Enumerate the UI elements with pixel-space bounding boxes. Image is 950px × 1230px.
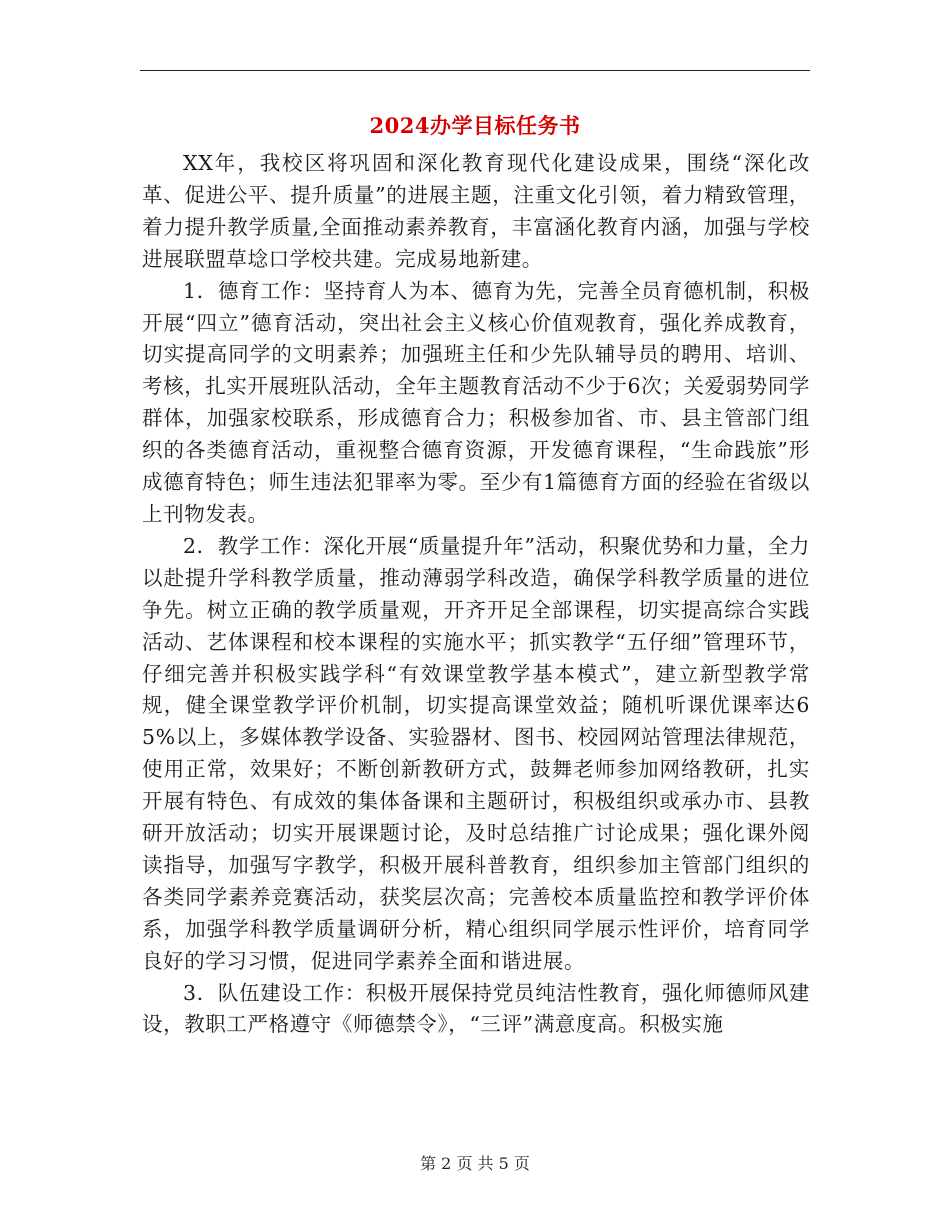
paragraph-intro: XX年，我校区将巩固和深化教育现代化建设成果，围绕“深化改革、促进公平、提升质量”的进展主题，注重文化引领，着力精致管理，着力提升教学质量,全面推动素养教育，丰富涵化教育内涵，加强与学校进展联盟草埝口学校共建。完成易地新建。 (142, 151, 810, 271)
paragraph-moral-education: 1．德育工作：坚持育人为本、德育为先，完善全员育德机制，积极开展“四立”德育活动，突出社会主义核心价值观教育，强化养成教育，切实提高同学的文明素养；加强班主任和少先队辅导员的聘用、培训、考核，扎实开展班队活动，全年主题教育活动不少于6次；关爱弱势同学群体，加强家校联系，形成德育合力；积极参加省、市、县主管部门组织的各类德育活动，重视整合德育资源，开发德育课程，“生命践旅”形成德育特色；师生违法犯罪率为零。至少有1篇德育方面的经验在省级以上刊物发表。 (142, 278, 810, 526)
paragraph-teaching: 2．教学工作：深化开展“质量提升年”活动，积聚优势和力量，全力以赴提升学科教学质量，推动薄弱学科改造，确保学科教学质量的进位争先。树立正确的教学质量观，开齐开足全部课程，切实提高综合实践活动、艺体课程和校本课程的实施水平；抓实教学“五仔细”管理环节，仔细完善并积极实践学科“有效课堂教学基本模式”，建立新型教学常规，健全课堂教学评价机制，切实提高课堂效益；随机听课优课率达65%以上，多媒体教学设备、实验器材、图书、校园网站管理法律规范，使用正常，效果好；不断创新教研方式，鼓舞老师参加网络教研，扎实开展有特色、有成效的集体备课和主题研讨，积极组织或承办市、县教研开放活动；切实开展课题讨论，及时总结推广讨论成果；强化课外阅读指导，加强写字教学，积极开展科普教育，组织参加主管部门组织的各类同学素养竞赛活动，获奖层次高；完善校本质量监控和教学评价体系，加强学科教学质量调研分析，精心组织同学展示性评价，培育同学良好的学习习惯，促进同学素养全面和谐进展。 (142, 533, 810, 973)
page-footer: 第 2 页 共 5 页 (420, 1154, 530, 1173)
document-body (142, 148, 810, 1041)
document-title: 2024办学目标任务书 (369, 113, 581, 138)
header-rule (140, 70, 810, 71)
paragraph-team-building: 3．队伍建设工作：积极开展保持党员纯洁性教育，强化师德师风建设，教职工严格遵守《师德禁令》，“三评”满意度高。积极实施 (142, 980, 810, 1037)
